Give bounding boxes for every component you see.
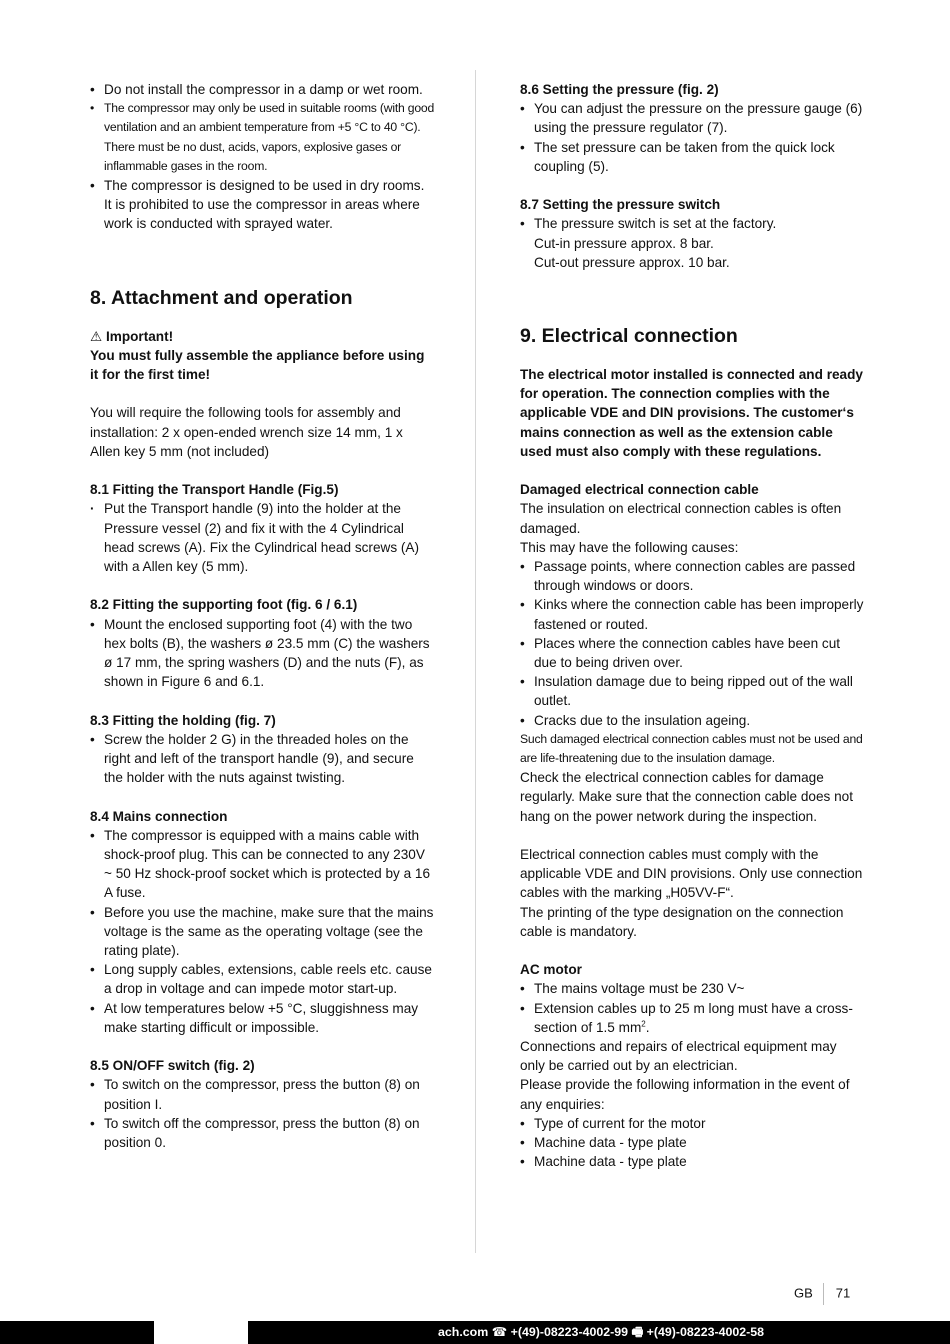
period: .: [645, 1019, 650, 1035]
damaged-cable-check: Check the electrical connection cables for damage regularly. Make sure that the connection cable does not hang on the power network during the inspection.: [520, 770, 853, 824]
section-8-4-list: [90, 826, 435, 1037]
section-8-4-title: 8.4 Mains connection: [90, 808, 228, 824]
list-item: • To switch on the compressor, press the button (8) on position I.: [90, 1075, 435, 1113]
ac-motor-title: AC motor: [520, 962, 582, 978]
damaged-cable-title: Damaged electrical connection cable: [520, 482, 759, 498]
footer-separator: [823, 1283, 824, 1305]
list-item: • Kinks where the connection cable has been improperly fastened or routed.: [520, 595, 865, 633]
section-9-intro: The electrical motor installed is connected and ready for operation. The connection complies with the applicable VDE and DIN provisions. The customer‘s mains connection as well as the extension cable used must also comply with these regulations.: [520, 367, 863, 459]
important-text: You must fully assemble the appliance before using it for the first time!: [90, 347, 425, 383]
section-8-1-list: [90, 499, 435, 576]
enquiry-intro: Please provide the following information in the event of any enquiries:: [520, 1077, 850, 1112]
list-item: • Before you use the machine, make sure that the mains voltage is the same as the operating voltage (see the rating plate).: [90, 903, 435, 961]
section-8-6-title: 8.6 Setting the pressure (fig. 2): [520, 82, 719, 97]
cable-requirements: Electrical connection cables must comply with the applicable VDE and DIN provisions. Only use connection cables with the marking „H05VV-F“.: [520, 847, 863, 901]
list-item: • The mains voltage must be 230 V~: [520, 979, 865, 998]
list-item: • Machine data - type plate: [520, 1133, 865, 1152]
section-8-3-title: 8.3 Fitting the holding (fig. 7): [90, 712, 276, 728]
list-item: • The compressor is designed to be used in dry rooms. It is prohibited to use the compressor in areas where work is conducted with sprayed water.: [90, 176, 435, 234]
section-8-5-title: 8.5 ON/OFF switch (fig. 2): [90, 1058, 255, 1074]
section-8-7-title: 8.7 Setting the pressure switch: [520, 197, 721, 213]
cable-marking-note: The printing of the type designation on the connection cable is mandatory.: [520, 904, 844, 939]
section-8-6-list: [520, 99, 865, 176]
right-column: [520, 80, 865, 1172]
list-item: • The compressor is equipped with a mains cable with shock-proof plug. This can be connected to any 230V ~ 50 Hz shock-proof socket which is protected by a 16 A fuse.: [90, 826, 435, 903]
list-item: • Do not install the compressor in a damp or wet room.: [90, 80, 435, 99]
list-item: • Machine data - type plate: [520, 1152, 865, 1171]
list-item: • At low temperatures below +5 °C, sluggishness may make starting difficult or impossible.: [90, 999, 435, 1037]
language-code: GB: [794, 1285, 813, 1301]
list-item: • Screw the holder 2 G) in the threaded holes on the right and left of the transport handle (9), and secure the holder with the nuts against twisting.: [90, 730, 435, 788]
section-8-2-title: 8.2 Fitting the supporting foot (fig. 6 / 6.1): [90, 597, 358, 613]
cut-in-pressure: Cut-in pressure approx. 8 bar.: [534, 235, 714, 251]
left-column: [90, 80, 435, 1152]
list-item: • Insulation damage due to being ripped out of the wall outlet.: [520, 672, 865, 710]
section-8-3-list: [90, 730, 435, 788]
list-item: • The set pressure can be taken from the quick lock coupling (5).: [520, 138, 865, 176]
section-8-1-title: 8.1 Fitting the Transport Handle (Fig.5): [90, 482, 339, 498]
tools-text: You will require the following tools for assembly and installation: 2 x open-ended wrench size 14 mm, 1 x Allen key 5 mm (not included): [90, 405, 403, 459]
list-item: • Places where the connection cables have been cut due to being driven over.: [520, 634, 865, 672]
page-footer: [794, 1283, 850, 1305]
electrician-note: Connections and repairs of electrical equipment may only be carried out by an electrician.: [520, 1039, 837, 1074]
footer-bar-left: [0, 1321, 154, 1344]
section-8-5-list: [90, 1075, 435, 1152]
footer-bar-contact: [248, 1321, 950, 1344]
enquiry-list: [520, 1114, 865, 1172]
list-item: [520, 999, 865, 1037]
important-label: ⚠ Important!: [90, 328, 174, 344]
damaged-cable-causes-list: [520, 557, 865, 730]
pressure-switch-text: • The pressure switch is set at the factory.: [534, 216, 777, 232]
damaged-cable-warning: Such damaged electrical connection cables must not be used and are life-threatening due to the insulation damage.: [520, 731, 863, 766]
column-divider: [475, 70, 476, 1253]
contact-info: ach.com ☎ +(49)-08223-4002-99 🖷 +(49)-08223-4002-58: [438, 1325, 765, 1339]
list-item: [520, 214, 865, 272]
section-9-title: 9. Electrical connection: [520, 325, 738, 348]
list-item: • Cracks due to the insulation ageing.: [520, 711, 865, 730]
page-number: 71: [835, 1285, 851, 1301]
list-item: • The compressor may only be used in suitable rooms (with good ventilation and an ambient temperature from +5 °C to 40 °C). There must be no dust, acids, vapors, explosive gases or inflammable gases in the room.: [90, 99, 435, 176]
cut-out-pressure: Cut-out pressure approx. 10 bar.: [534, 254, 730, 270]
list-item: • Passage points, where connection cables are passed through windows or doors.: [520, 557, 865, 595]
superscript: 2: [641, 1019, 646, 1029]
section-8-2-list: [90, 615, 435, 692]
damaged-cable-text: The insulation on electrical connection cables is often damaged.: [520, 501, 842, 536]
section-8-7-list: [520, 214, 865, 272]
list-item: • You can adjust the pressure on the pressure gauge (6) using the pressure regulator (7).: [520, 99, 865, 137]
intro-bullet-list: [90, 80, 435, 234]
list-item: • Long supply cables, extensions, cable reels etc. cause a drop in voltage and can impede motor start-up.: [90, 960, 435, 998]
list-item: • Type of current for the motor: [520, 1114, 865, 1133]
list-item: • Mount the enclosed supporting foot (4) with the two hex bolts (B), the washers ø 23.5 mm (C) the washers ø 17 mm, the spring washers (D) and the nuts (F), as shown in Figure 6 and 6.1.: [90, 615, 435, 692]
damaged-cable-causes-intro: This may have the following causes:: [520, 539, 739, 555]
section-8-title: 8. Attachment and operation: [90, 286, 353, 309]
cross-section-text: Extension cables up to 25 m long must have a cross-section of 1.5 mm: [534, 1000, 853, 1035]
ac-motor-list: [520, 979, 865, 1037]
list-item: · Put the Transport handle (9) into the holder at the Pressure vessel (2) and fix it with the 4 Cylindrical head screws (A). Fix the Cylindrical head screws (A) with a Allen key (5 mm).: [90, 499, 435, 576]
list-item: • To switch off the compressor, press the button (8) on position 0.: [90, 1114, 435, 1152]
